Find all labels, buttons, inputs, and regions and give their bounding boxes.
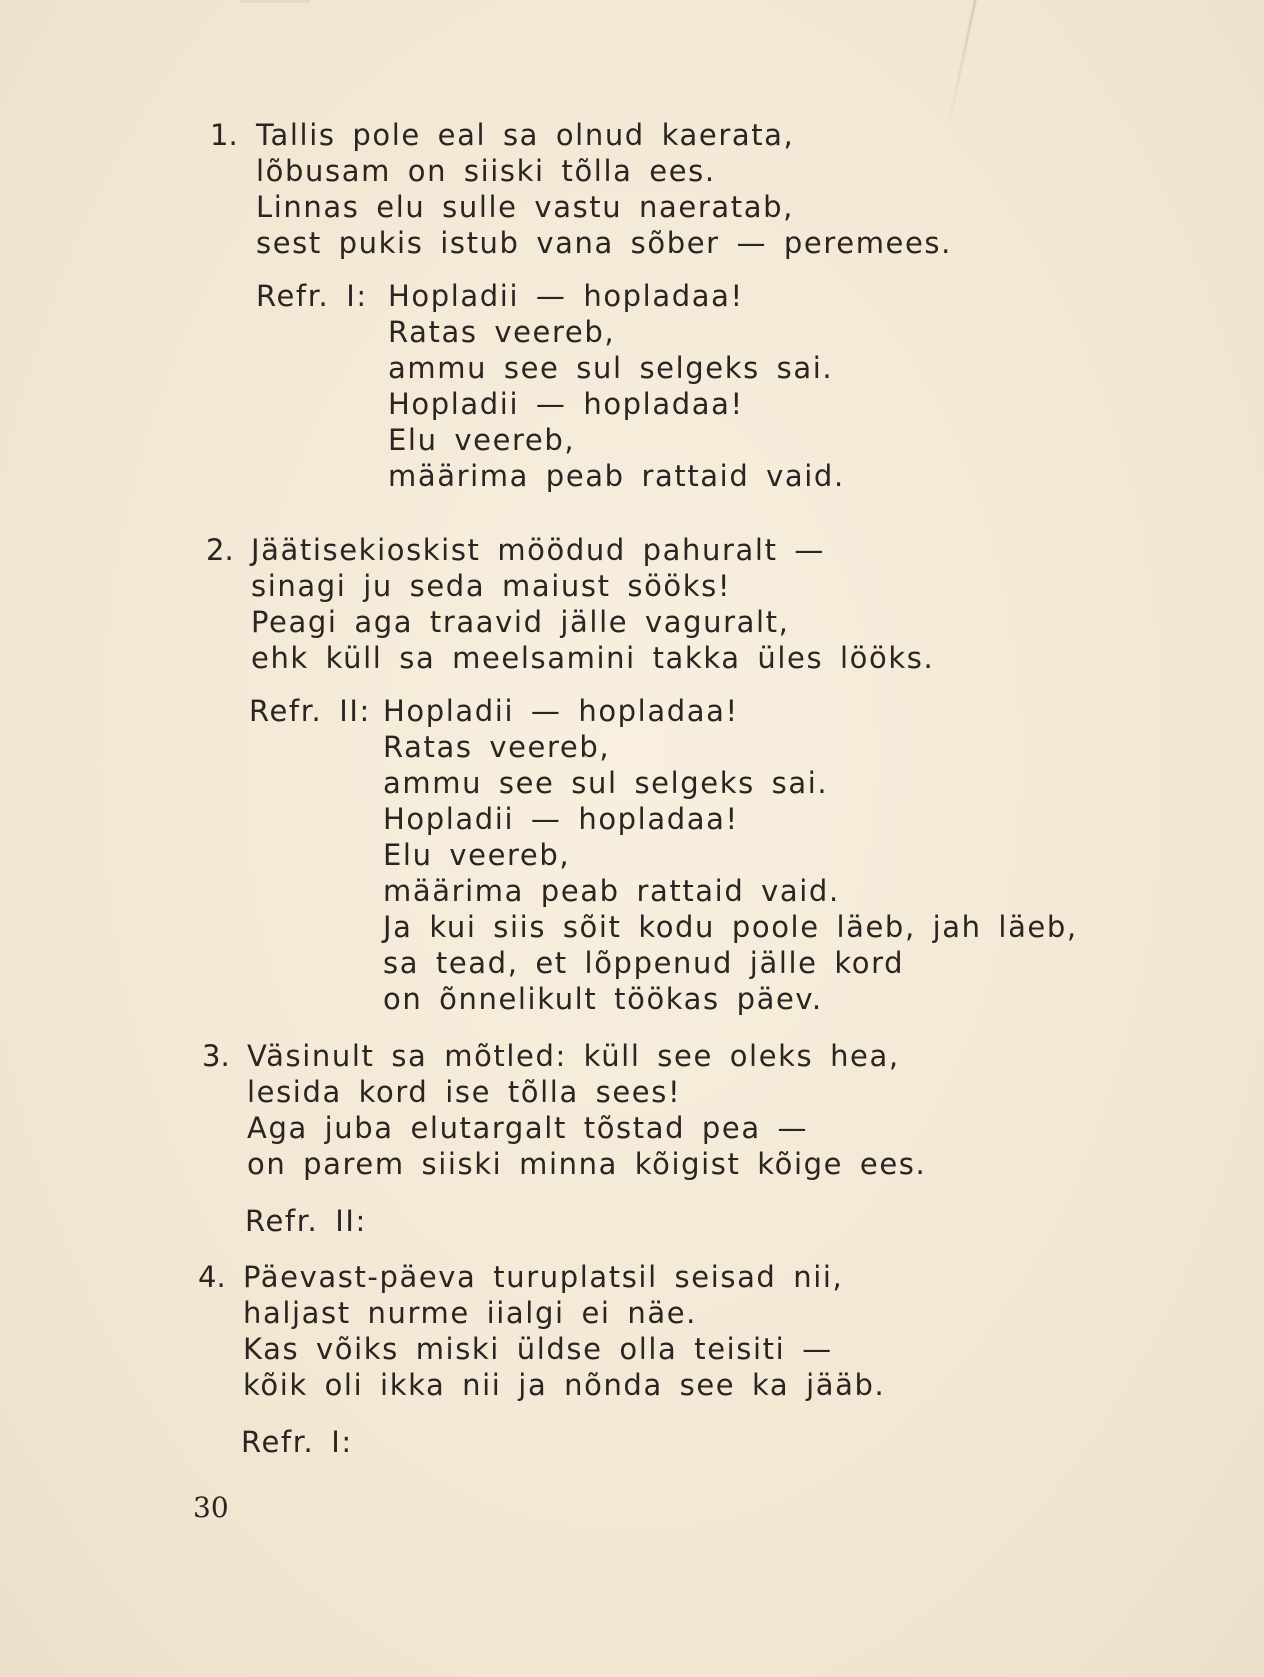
verse-4-line-3: Kas võiks miski üldse olla teisiti — [243, 1332, 833, 1366]
refrain-1-line-6: määrima peab rattaid vaid. [388, 459, 845, 493]
refrain-2-line-1: Hopladii — hopladaa! [383, 694, 739, 728]
refrain-1-label: Refr. I: [256, 279, 368, 313]
refrain-1-line-3: ammu see sul selgeks sai. [388, 351, 834, 385]
verse-2-number: 2. [206, 533, 234, 567]
refrain-2-line-3: ammu see sul selgeks sai. [383, 766, 829, 800]
verse-4-line-2: haljast nurme iialgi ei näe. [243, 1296, 697, 1330]
verse-2-line-2: sinagi ju seda maiust sööks! [251, 569, 732, 603]
verse-3-line-1: Väsinult sa mõtled: küll see oleks hea, [247, 1039, 900, 1073]
refrain-1-line-2: Ratas veereb, [388, 315, 616, 349]
verse-3-line-2: lesida kord ise tõlla sees! [247, 1075, 682, 1109]
refrain-1-line-4: Hopladii — hopladaa! [388, 387, 744, 421]
verse-3-line-3: Aga juba elutargalt tõstad pea — [247, 1111, 809, 1145]
verse-2-line-4: ehk küll sa meelsamini takka üles lööks. [251, 641, 935, 675]
refrain-2-label: Refr. II: [249, 694, 371, 728]
refrain-4-label: Refr. I: [241, 1425, 353, 1459]
refrain-2-line-7: Ja kui siis sõit kodu poole läeb, jah läeb, [383, 910, 1078, 944]
verse-3-line-4: on parem siiski minna kõigist kõige ees. [247, 1147, 927, 1181]
refrain-2-line-8: sa tead, et lõppenud jälle kord [383, 946, 905, 980]
verse-4-line-1: Päevast-päeva turuplatsil seisad nii, [243, 1260, 844, 1294]
paper-mark [240, 0, 310, 3]
verse-1-line-3: Linnas elu sulle vastu naeratab, [256, 190, 794, 224]
refrain-2-line-2: Ratas veereb, [383, 730, 611, 764]
refrain-1-line-1: Hopladii — hopladaa! [388, 279, 744, 313]
verse-1-line-4: sest pukis istub vana sõber — peremees. [256, 226, 952, 260]
verse-2-line-3: Peagi aga traavid jälle vaguralt, [251, 605, 790, 639]
verse-1-number: 1. [210, 118, 238, 152]
page-number: 30 [193, 1491, 229, 1524]
refrain-1-line-5: Elu veereb, [388, 423, 576, 457]
verse-4-line-4: kõik oli ikka nii ja nõnda see ka jääb. [243, 1368, 886, 1402]
refrain-2-line-5: Elu veereb, [383, 838, 571, 872]
verse-3-number: 3. [202, 1039, 230, 1073]
refrain-2-line-6: määrima peab rattaid vaid. [383, 874, 840, 908]
paper-crease [946, 0, 977, 130]
refrain-2-line-4: Hopladii — hopladaa! [383, 802, 739, 836]
refrain-3-label: Refr. II: [245, 1204, 367, 1238]
verse-1-line-2: lõbusam on siiski tõlla ees. [256, 154, 716, 188]
verse-1-line-1: Tallis pole eal sa olnud kaerata, [256, 118, 795, 152]
verse-4-number: 4. [198, 1260, 226, 1294]
verse-2-line-1: Jäätisekioskist möödud pahuralt — [251, 533, 825, 567]
refrain-2-line-9: on õnnelikult töökas päev. [383, 982, 823, 1016]
